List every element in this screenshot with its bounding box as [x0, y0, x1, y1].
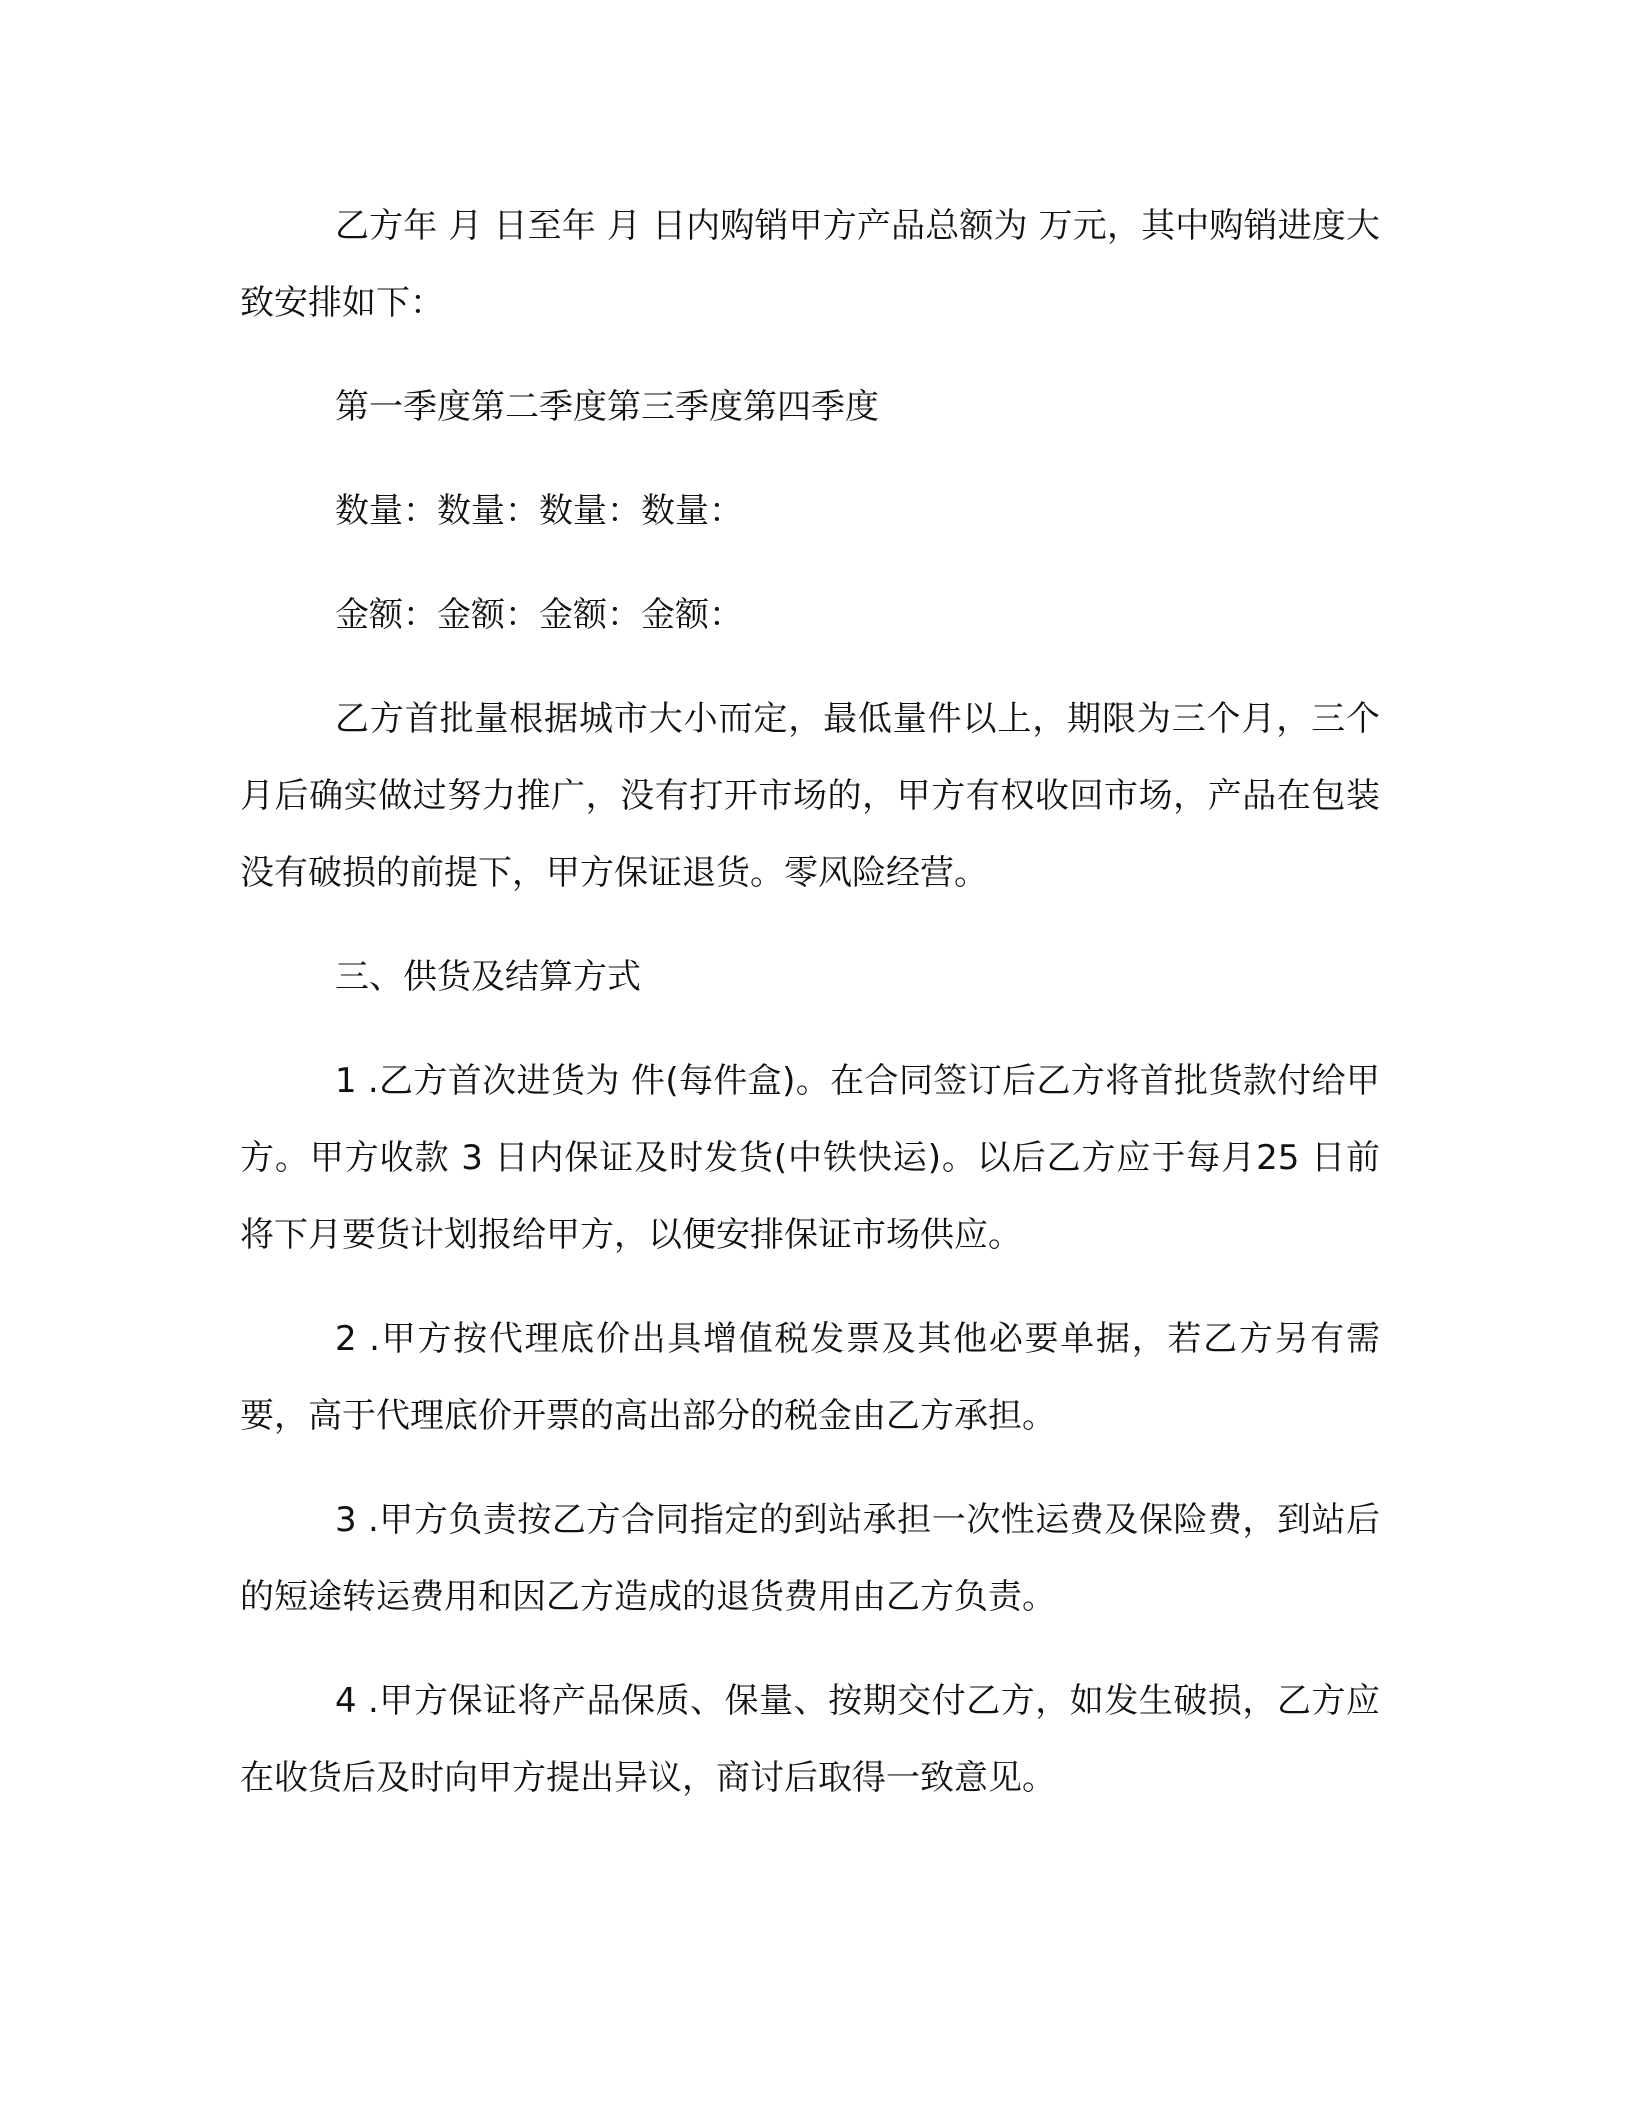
document-body [240, 188, 1380, 1817]
paragraph-amounts: 金额：金额：金额：金额： [335, 595, 743, 635]
clause-3: 3 .甲方负责按乙方合同指定的到站承担一次性运费及保险费，到站后的短途转运费用和因乙方造成的退货费用由乙方负责。 [240, 1500, 1380, 1617]
section-heading-supply-settlement: 三、供货及结算方式 [335, 957, 641, 997]
paragraph-sales-total: 乙方年 月 日至年 月 日内购销甲方产品总额为 万元，其中购销进度大致安排如下： [240, 206, 1380, 323]
paragraph-first-batch: 乙方首批量根据城市大小而定，最低量件以上，期限为三个月，三个月后确实做过努力推广，没有打开市场的，甲方有权收回市场，产品在包装没有破损的前提下，甲方保证退货。零风险经营。 [240, 699, 1380, 893]
clause-4: 4 .甲方保证将产品保质、保量、按期交付乙方，如发生破损，乙方应在收货后及时向甲方提出异议，商讨后取得一致意见。 [240, 1681, 1380, 1798]
clause-1: 1 .乙方首次进货为 件(每件盒)。在合同签订后乙方将首批货款付给甲方。甲方收款 3 日内保证及时发货(中铁快运)。以后乙方应于每月25 日前将下月要货计划报给甲方，以便安排保证市场供应。 [240, 1061, 1380, 1255]
paragraph-quarters: 第一季度第二季度第三季度第四季度 [335, 387, 879, 427]
clause-2: 2 .甲方按代理底价出具增值税发票及其他必要单据，若乙方另有需要，高于代理底价开票的高出部分的税金由乙方承担。 [240, 1319, 1380, 1436]
paragraph-quantities: 数量：数量：数量：数量： [335, 491, 743, 531]
